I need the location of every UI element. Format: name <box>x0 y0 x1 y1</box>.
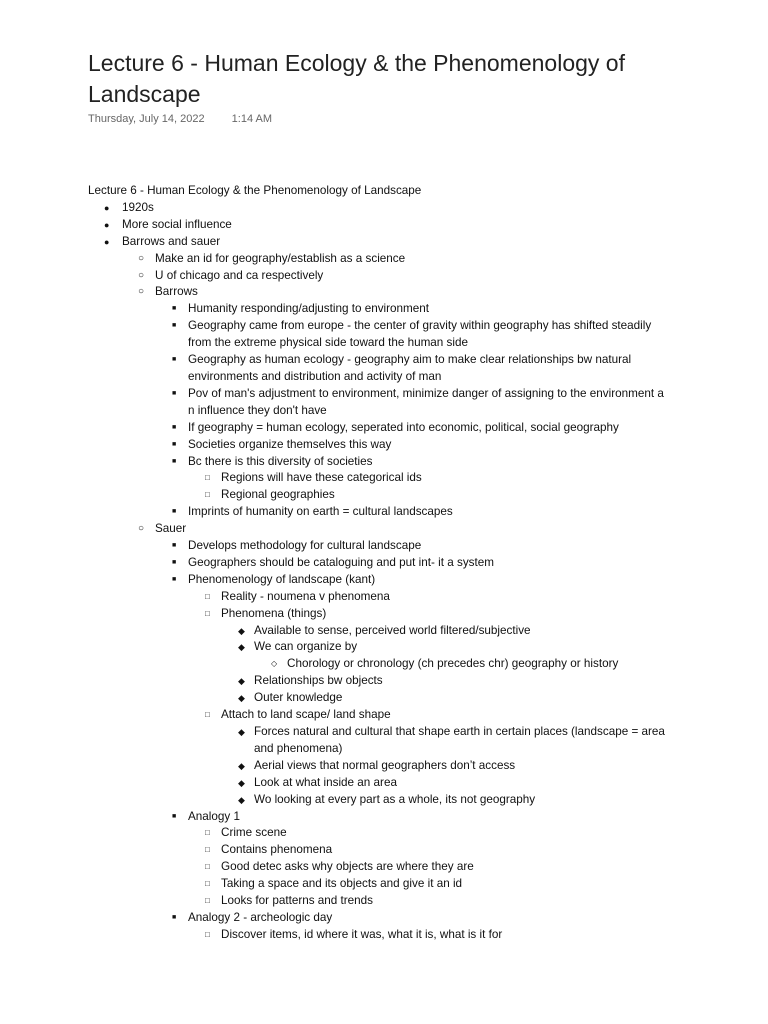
outline-item <box>88 589 668 606</box>
outline-item-text: Looks for patterns and trends <box>221 894 374 908</box>
bullet-circle-icon: ○ <box>138 523 145 535</box>
outline-item-text: Available to sense, perceived world filtered/subjective <box>254 623 531 637</box>
bullet-hollow-square-icon: □ <box>205 862 210 872</box>
outline-item-text: Outer knowledge <box>254 691 343 705</box>
bullet-hollow-square-icon: □ <box>205 929 210 939</box>
outline-item-text: Chorology or chronology (ch precedes chr) geography or history <box>287 657 619 671</box>
bullet-diamond-icon: ◆ <box>238 625 245 636</box>
bullet-square-icon: ■ <box>172 423 177 431</box>
bullet-hollow-square-icon: □ <box>205 591 210 601</box>
outline-item-text: Crime scene <box>221 826 287 840</box>
outline-heading <box>88 183 668 200</box>
outline-item <box>88 606 668 623</box>
bullet-diamond-icon: ◆ <box>238 760 245 771</box>
outline-item-text: More social influence <box>122 217 232 231</box>
outline-item <box>88 656 668 673</box>
outline-item <box>88 487 668 504</box>
bullet-disc-icon: ● <box>104 236 110 247</box>
outline-item-text: Look at what inside an area <box>254 775 397 789</box>
outline-item <box>88 910 668 927</box>
outline-item-text: Humanity responding/adjusting to environment <box>188 302 430 316</box>
outline-item <box>88 301 668 318</box>
bullet-square-icon: ■ <box>172 457 177 465</box>
outline-item <box>88 200 668 217</box>
outline-item <box>88 352 668 386</box>
bullet-hollow-diamond-icon: ◇ <box>271 659 278 669</box>
outline-item-text: If geography = human ecology, seperated into economic, political, social geography <box>188 420 619 434</box>
bullet-circle-icon: ○ <box>138 269 145 281</box>
note-body[interactable] <box>88 183 668 944</box>
outline-item <box>88 268 668 285</box>
bullet-hollow-square-icon: □ <box>205 879 210 889</box>
outline-item-text: Bc there is this diversity of societies <box>188 454 373 468</box>
outline-item-text: Geographers should be cataloguing and put int- it a system <box>188 555 495 569</box>
bullet-square-icon: ■ <box>172 440 177 448</box>
page-date: Thursday, July 14, 2022 <box>88 113 205 125</box>
bullet-square-icon: ■ <box>172 305 177 313</box>
outline-item-text: Phenomenology of landscape (kant) <box>188 572 376 586</box>
bullet-diamond-icon: ◆ <box>238 777 245 788</box>
bullet-circle-icon: ○ <box>138 286 145 298</box>
outline-item-text: Discover items, id where it was, what it is, what is it for <box>221 927 503 941</box>
outline-item-text: Taking a space and its objects and give it an id <box>221 877 463 891</box>
bullet-square-icon: ■ <box>172 322 177 330</box>
outline-item-text: Pov of man's adjustment to environment, minimize danger of assigning to the environment a n influence they don't have <box>188 386 664 417</box>
outline-item <box>88 318 668 352</box>
outline-item-text: Sauer <box>155 522 187 536</box>
outline-item <box>88 437 668 454</box>
outline-item-text: Attach to land scape/ land shape <box>221 708 391 722</box>
outline-item-text: Geography as human ecology - geography aim to make clear relationships bw natural environments and distribution and activity of man <box>188 353 632 383</box>
outline-item-text: Relationships bw objects <box>254 674 383 688</box>
outline-item <box>88 758 668 775</box>
outline-item <box>88 420 668 437</box>
bullet-hollow-square-icon: □ <box>205 490 210 500</box>
outline-item-text: 1920s <box>122 200 154 214</box>
outline-item <box>88 521 668 538</box>
outline-item <box>88 639 668 656</box>
outline-item-text: Analogy 1 <box>188 809 240 823</box>
outline-item <box>88 927 668 944</box>
bullet-hollow-square-icon: □ <box>205 473 210 483</box>
outline-item <box>88 859 668 876</box>
outline-item <box>88 504 668 521</box>
bullet-disc-icon: ● <box>104 219 110 230</box>
outline-item-text: Wo looking at every part as a whole, its not geography <box>254 792 536 806</box>
outline-item <box>88 623 668 640</box>
outline-item <box>88 572 668 589</box>
outline-item-text: We can organize by <box>254 640 358 654</box>
bullet-diamond-icon: ◆ <box>238 642 245 653</box>
outline-item-text: Contains phenomena <box>221 843 333 857</box>
bullet-square-icon: ■ <box>172 558 177 566</box>
outline-item <box>88 690 668 707</box>
outline-item-text: Good detec asks why objects are where they are <box>221 860 474 874</box>
bullet-disc-icon: ● <box>104 202 110 213</box>
outline-item-text: Regional geographies <box>221 488 335 502</box>
outline-item <box>88 470 668 487</box>
bullet-square-icon: ■ <box>172 389 177 397</box>
outline-item <box>88 724 668 758</box>
page-timestamp <box>88 113 272 125</box>
outline-item <box>88 876 668 893</box>
outline-item-text: Reality - noumena v phenomena <box>221 589 390 603</box>
outline-item-text: Phenomena (things) <box>221 606 327 620</box>
outline-item-text: Barrows and sauer <box>122 234 221 248</box>
page-title: Lecture 6 - Human Ecology & the Phenomenology of Landscape <box>88 50 625 107</box>
outline-item-text: Societies organize themselves this way <box>188 437 392 451</box>
outline-item <box>88 792 668 809</box>
bullet-square-icon: ■ <box>172 356 177 364</box>
bullet-square-icon: ■ <box>172 542 177 550</box>
bullet-hollow-square-icon: □ <box>205 845 210 855</box>
outline-item-text: Forces natural and cultural that shape earth in certain places (landscape = area and phenomena) <box>254 725 665 755</box>
outline-item-text: U of chicago and ca respectively <box>155 268 324 282</box>
bullet-square-icon: ■ <box>172 575 177 583</box>
outline-item <box>88 893 668 910</box>
outline-item <box>88 284 668 301</box>
outline-item <box>88 251 668 268</box>
outline-item <box>88 673 668 690</box>
bullet-square-icon: ■ <box>172 913 177 921</box>
page-time: 1:14 AM <box>231 113 273 125</box>
outline-item <box>88 386 668 420</box>
bullet-diamond-icon: ◆ <box>238 693 245 704</box>
bullet-square-icon: ■ <box>172 508 177 516</box>
outline-item-text: Regions will have these categorical ids <box>221 471 422 485</box>
outline-item-text: Develops methodology for cultural landscape <box>188 539 422 553</box>
outline-item <box>88 809 668 826</box>
bullet-hollow-square-icon: □ <box>205 896 210 906</box>
outline-item-text: Geography came from europe - the center of gravity within geography has shifted steadily from the extreme physical side toward the human side <box>188 319 652 350</box>
outline-item <box>88 555 668 572</box>
outline-item <box>88 707 668 724</box>
outline-item <box>88 842 668 859</box>
outline-item <box>88 825 668 842</box>
outline-item-text: Analogy 2 - archeologic day <box>188 910 333 924</box>
bullet-diamond-icon: ◆ <box>238 676 245 687</box>
bullet-diamond-icon: ◆ <box>238 794 245 805</box>
outline-item-text: Barrows <box>155 285 198 299</box>
outline-item <box>88 234 668 251</box>
outline-item-text: Lecture 6 - Human Ecology & the Phenomenology of Landscape <box>88 184 422 197</box>
bullet-hollow-square-icon: □ <box>205 608 210 618</box>
bullet-diamond-icon: ◆ <box>238 727 245 737</box>
bullet-hollow-square-icon: □ <box>205 828 210 838</box>
bullet-circle-icon: ○ <box>138 252 145 264</box>
outline-item <box>88 217 668 234</box>
outline-item <box>88 538 668 555</box>
bullet-hollow-square-icon: □ <box>205 710 210 720</box>
outline-item-text: Imprints of humanity on earth = cultural landscapes <box>188 505 453 519</box>
outline-item <box>88 775 668 792</box>
bullet-square-icon: ■ <box>172 812 177 820</box>
outline-item-text: Make an id for geography/establish as a science <box>155 251 406 265</box>
outline-item <box>88 454 668 471</box>
outline-item-text: Aerial views that normal geographers don’t access <box>254 758 516 772</box>
